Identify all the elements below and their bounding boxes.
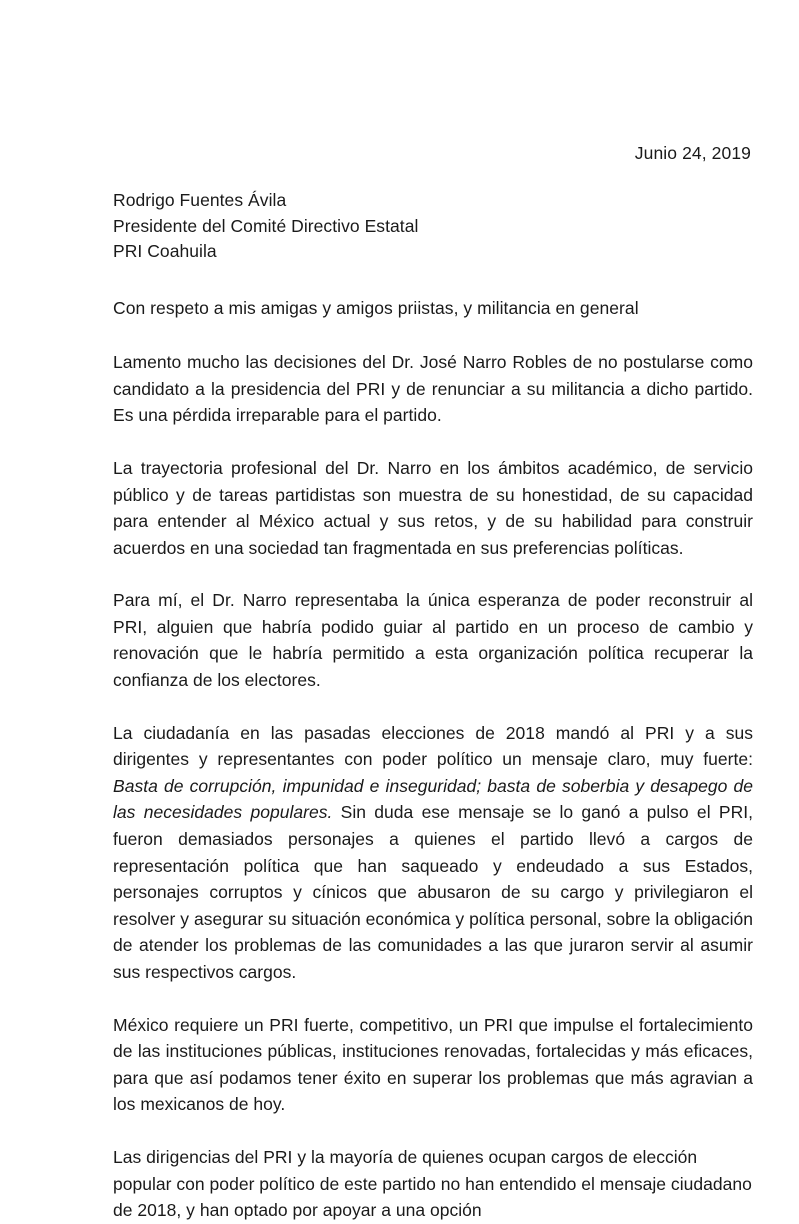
addressee-line-3: PRI Coahuila xyxy=(113,241,217,262)
addressee-line-2: Presidente del Comité Directivo Estatal xyxy=(113,215,419,236)
letter-date: Junio 24, 2019 xyxy=(634,143,751,163)
paragraph-4-emphasis: Basta de corrupción, impunidad e inseguridad; basta de soberbia y desapego de las necesidades populares. xyxy=(113,775,753,823)
letter-salutation: Con respeto a mis amigas y amigos priistas, y militancia en general xyxy=(113,297,639,318)
paragraph-4 xyxy=(113,720,753,986)
paragraph-4-before: La ciudadanía en las pasadas elecciones de 2018 mandó al PRI y a sus dirigentes y representantes con poder político un mensaje claro, muy fuerte: xyxy=(113,722,753,770)
letter-addressee xyxy=(113,188,753,265)
paragraph-3: Para mí, el Dr. Narro representaba la única esperanza de poder reconstruir al PRI, alguien que habría podido guiar al partido en un proceso de cambio y renovación que le habría permitido a esta organización política recuperar la confianza de los electores. xyxy=(113,590,753,691)
letter-body xyxy=(113,140,753,1224)
paragraph-6: Las dirigencias del PRI y la mayoría de quienes ocupan cargos de elección popular con poder político de este partido no han entendido el mensaje ciudadano de 2018, y han optado por apoyar a una opción xyxy=(113,1146,752,1221)
addressee-line-1: Rodrigo Fuentes Ávila xyxy=(113,190,287,211)
paragraph-5: México requiere un PRI fuerte, competitivo, un PRI que impulse el fortalecimiento de las instituciones públicas, instituciones renovadas, fortalecidas y más eficaces, para que así podamos tener éxito en superar los problemas que más agravian a los mexicanos de hoy. xyxy=(113,1014,753,1115)
paragraph-4-after: Sin duda ese mensaje se lo ganó a pulso el PRI, fueron demasiados personajes a quienes el partido llevó a cargos de representación política que han saqueado y endeudado a sus Estados, personajes corruptos y cínicos que abusaron de su cargo y privilegiaron el resolver y asegurar su situación económica y política personal, sobre la obligación de atender los problemas de las comunidades a las que juraron servir al asumir sus respectivos cargos. xyxy=(113,802,753,983)
paragraph-1: Lamento mucho las decisiones del Dr. José Narro Robles de no postularse como candidato a la presidencia del PRI y de renunciar a su militancia a dicho partido. Es una pérdida irreparable para el partido. xyxy=(113,352,753,426)
paragraph-2: La trayectoria profesional del Dr. Narro en los ámbitos académico, de servicio público y de tareas partidistas son muestra de su honestidad, de su capacidad para entender al México actual y sus retos, y de su habilidad para construir acuerdos en una sociedad tan fragmentada en sus preferencias políticas. xyxy=(113,457,753,558)
